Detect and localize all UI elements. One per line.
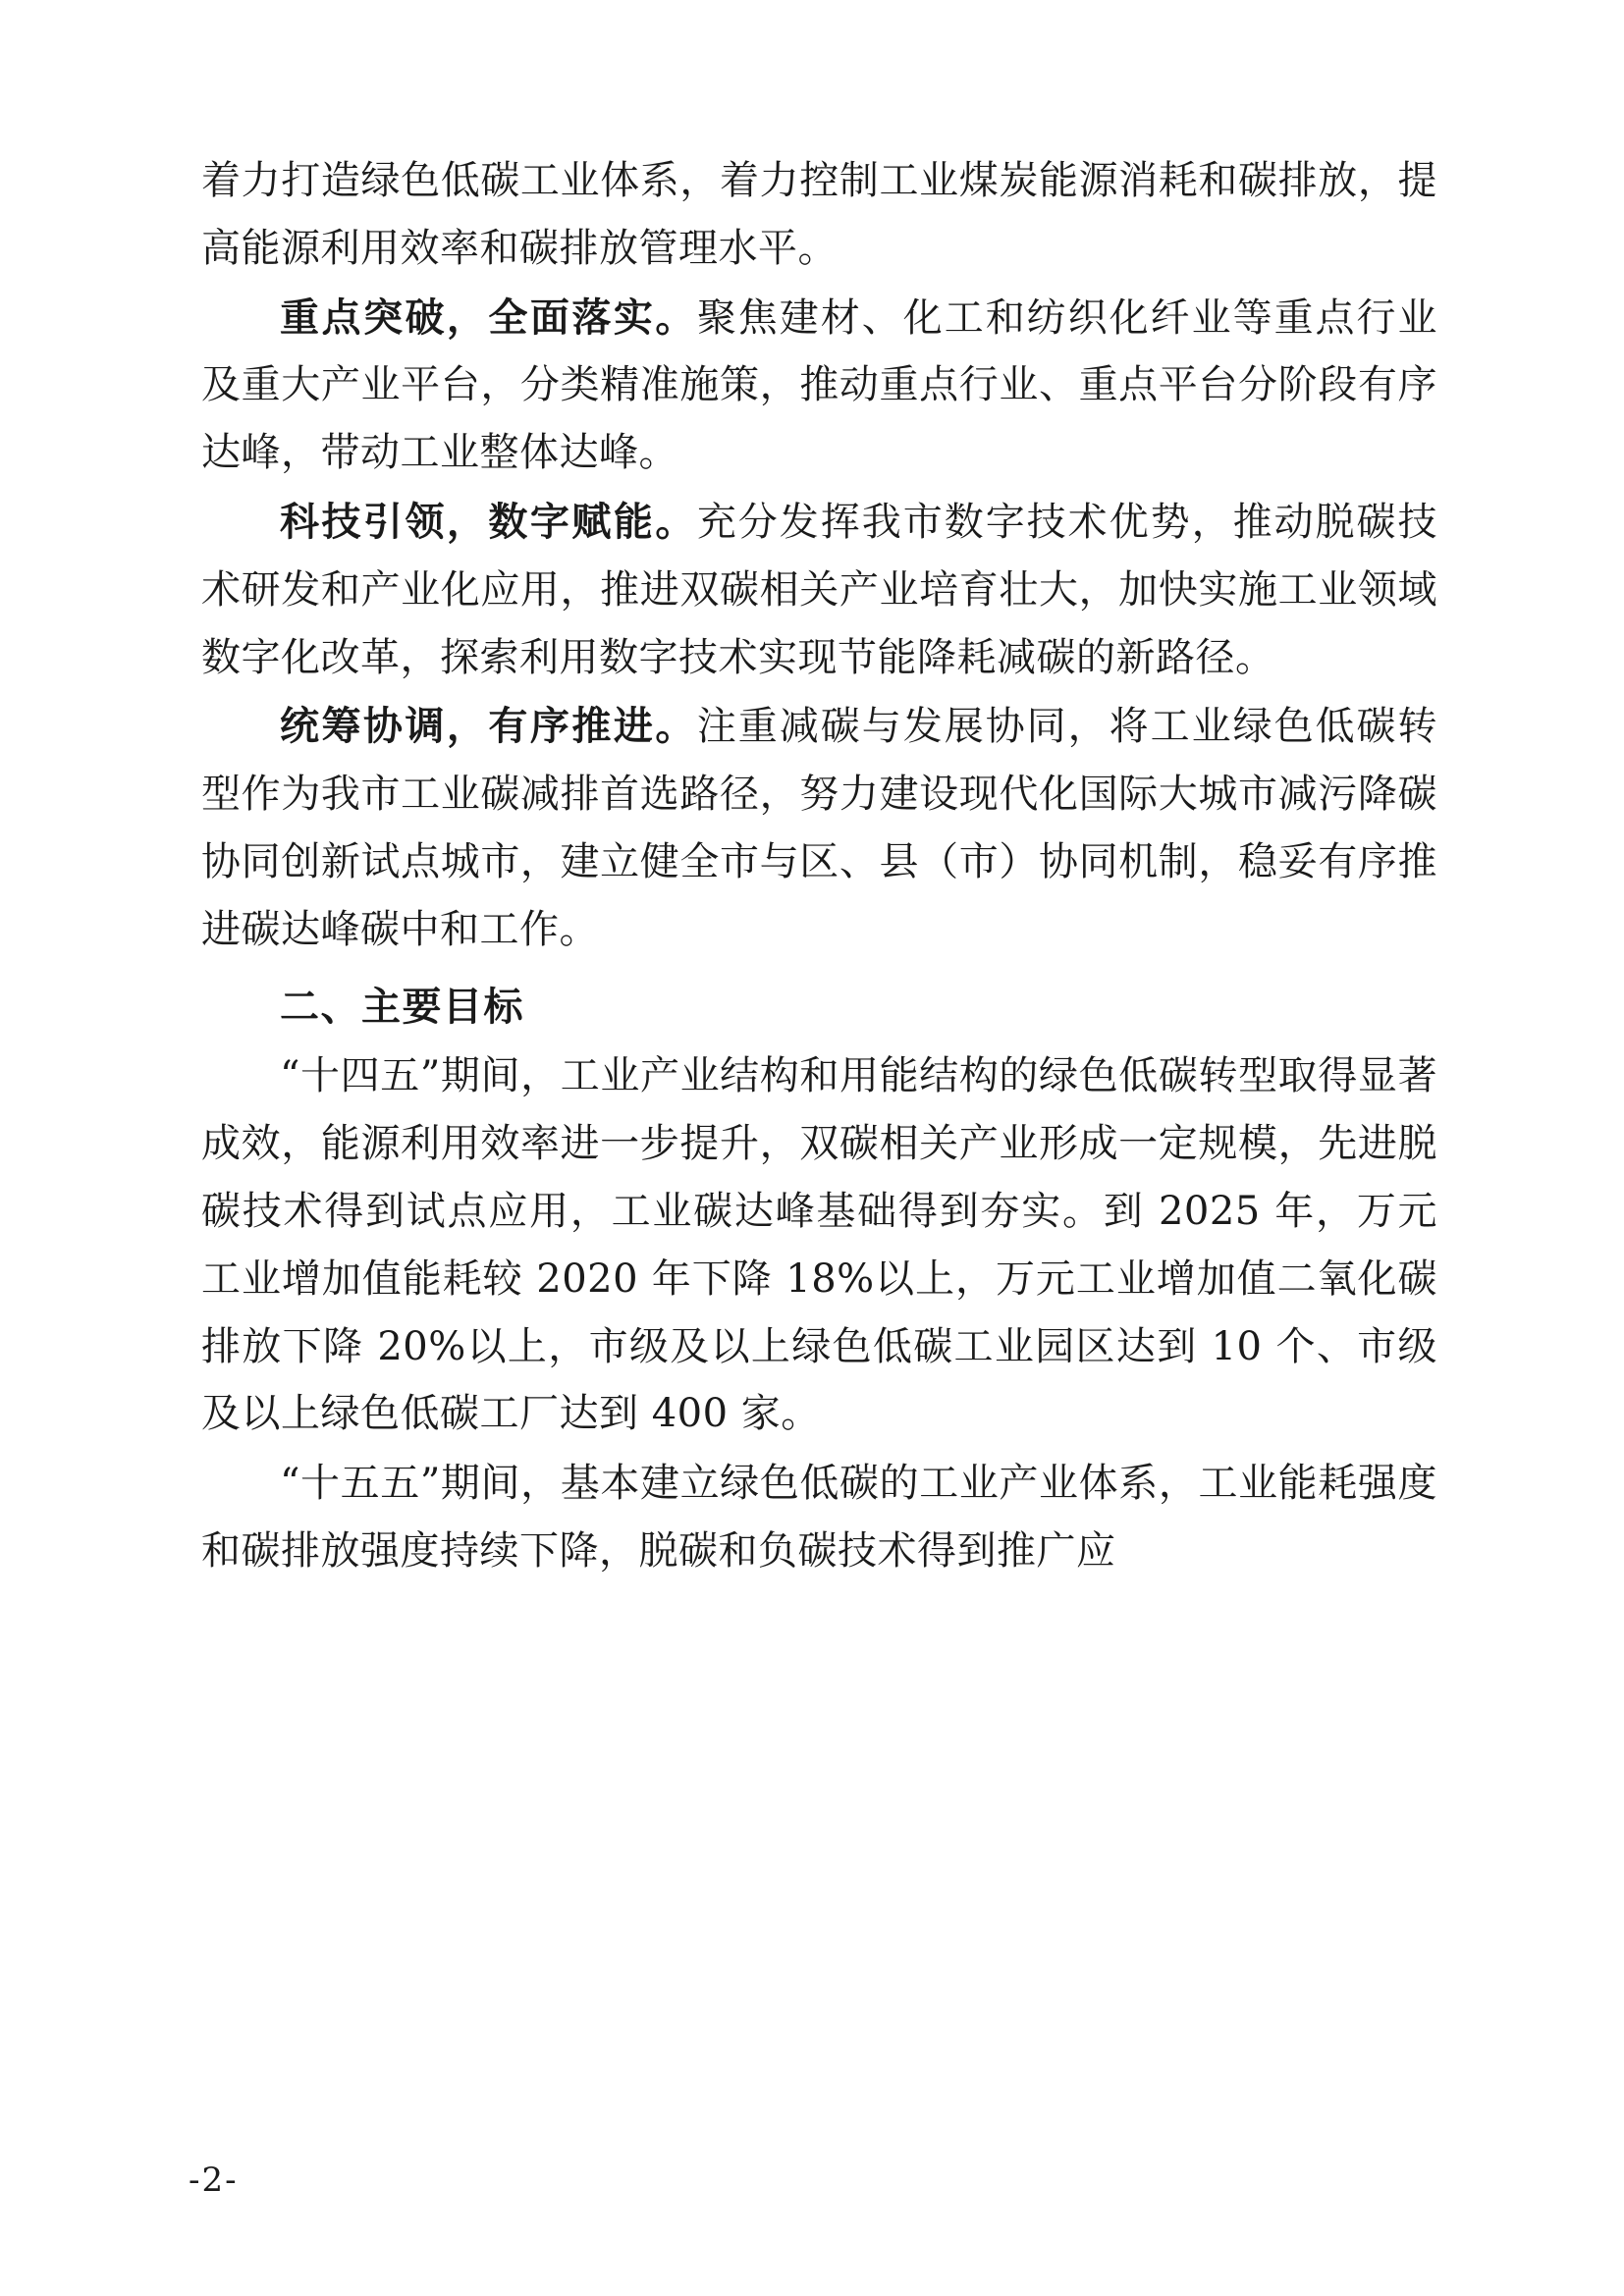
document-body: [201, 147, 1437, 1585]
section-heading-main-objectives: 二、主要目标: [280, 983, 524, 1030]
paragraph-coordination: [201, 693, 1437, 963]
paragraph-continuation: 着力打造绿色低碳工业体系，着力控制工业煤炭能源消耗和碳排放，提高能源利用效率和碳排放管理水平。: [201, 158, 1437, 271]
paragraph-text: 聚焦建材、化工和纺织化纤业等重点行业及重大产业平台，分类精准施策，推动重点行业、重点平台分阶段有序达峰，带动工业整体达峰。: [201, 294, 1438, 476]
paragraph-lead-label: 统筹协调，有序推进。: [280, 703, 697, 750]
paragraph-14th-five-year-plan: “十四五”期间，工业产业结构和用能结构的绿色低碳转型取得显著成效，能源利用效率进一步提升，双碳相关产业形成一定规模，先进脱碳技术得到试点应用，工业碳达峰基础得到夯实。到 2025 年，万元工业增加值能耗较 2020 年下降 18%以上，万元工业增加值二氧化碳排放下降 20%以上，市级及以上绿色低碳工业园区达到 10 个、市级及以上绿色低碳工厂达到 400 家。: [201, 1053, 1437, 1437]
paragraph-tech-leading: [201, 489, 1437, 691]
page-number: -2-: [189, 2161, 239, 2200]
paragraph-15th-five-year-plan: “十五五”期间，基本建立绿色低碳的工业产业体系，工业能耗强度和碳排放强度持续下降，脱碳和负碳技术得到推广应: [201, 1461, 1437, 1574]
paragraph-lead-label: 科技引领，数字赋能。: [280, 498, 697, 545]
paragraph-text: 充分发挥我市数字技术优势，推动脱碳技术研发和产业化应用，推进双碳相关产业培育壮大，加快实施工业领域数字化改革，探索利用数字技术实现节能降耗减碳的新路径。: [201, 499, 1438, 680]
paragraph-key-breakthrough: [201, 285, 1437, 487]
paragraph-lead-label: 重点突破，全面落实。: [280, 294, 697, 341]
paragraph-text: 注重减碳与发展协同，将工业绿色低碳转型作为我市工业碳减排首选路径，努力建设现代化国际大城市减污降碳协同创新试点城市，建立健全市与区、县（市）协同机制，稳妥有序推进碳达峰碳中和工作。: [201, 704, 1438, 952]
